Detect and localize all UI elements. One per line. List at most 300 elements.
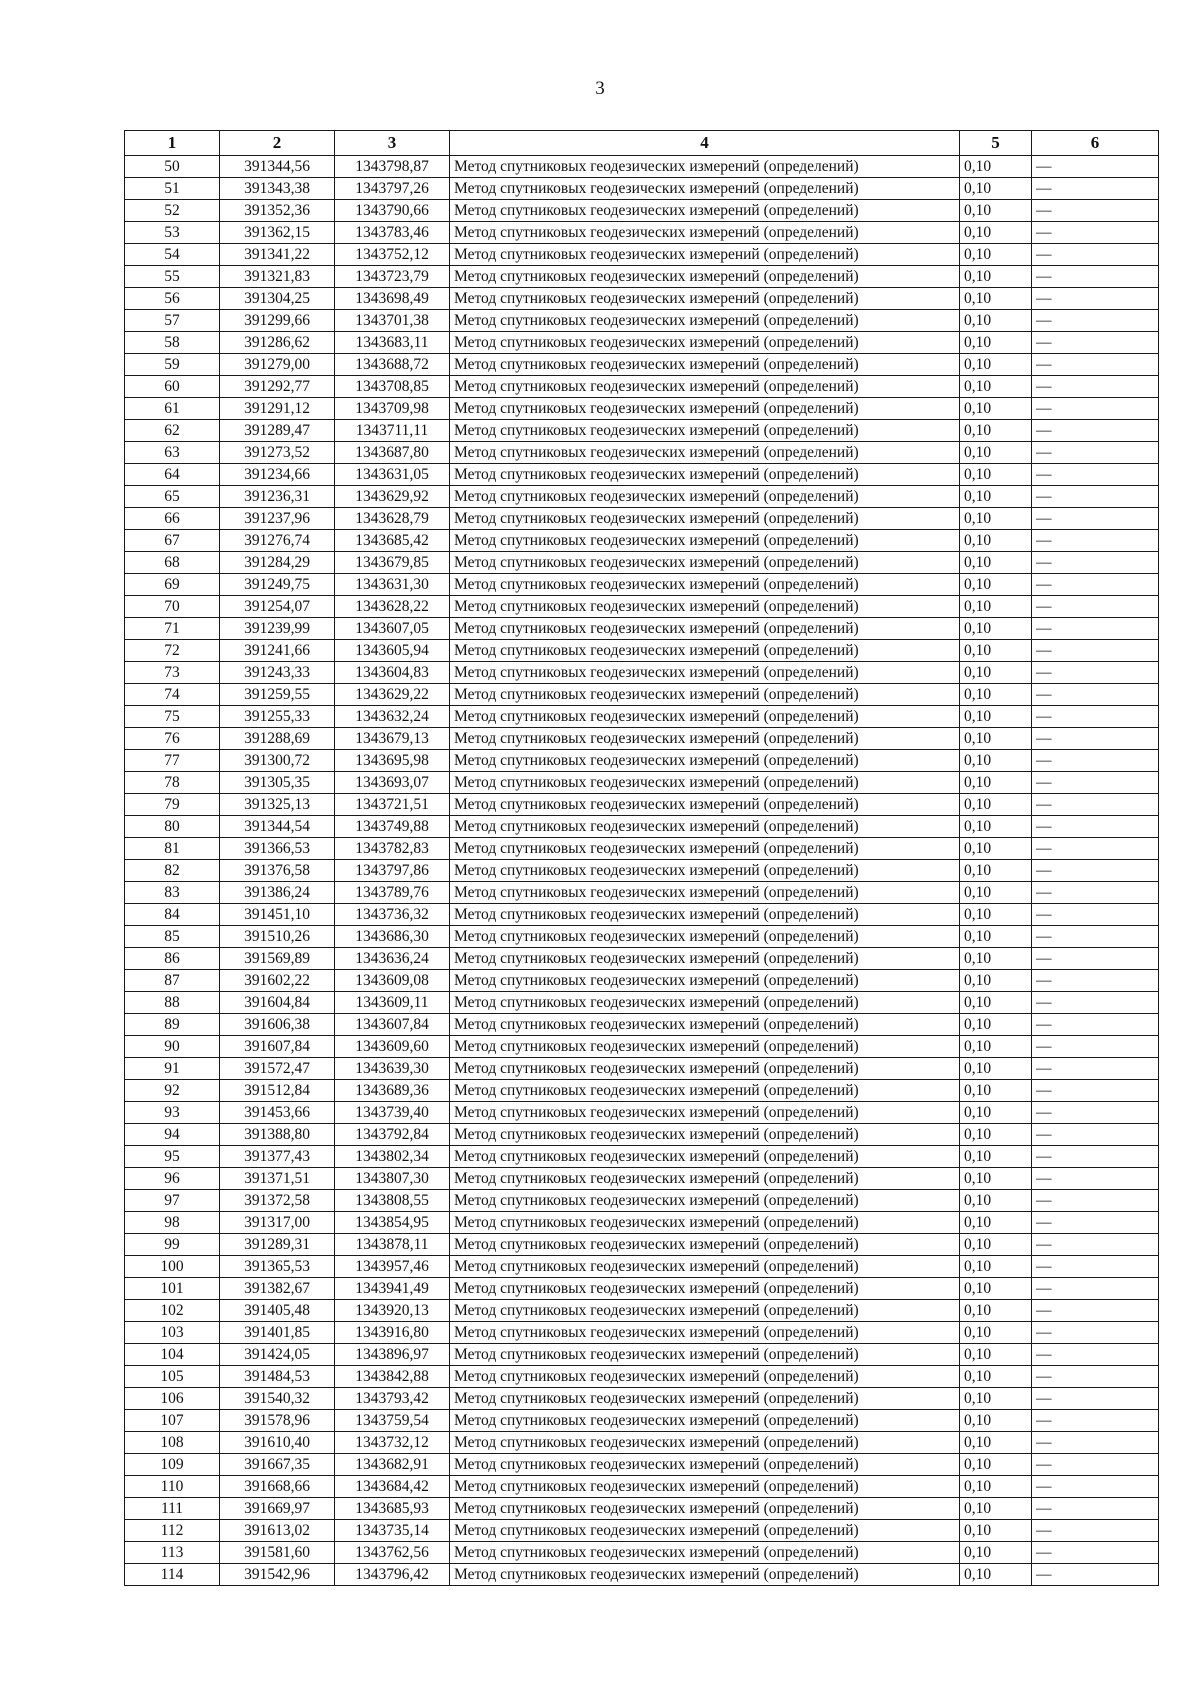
coordinate-x: 391288,69 (220, 728, 335, 750)
method-cell: Метод спутниковых геодезических измерений (определений) (450, 508, 960, 530)
table-row (125, 684, 1159, 706)
method-cell: Метод спутниковых геодезических измерений (определений) (450, 926, 960, 948)
coordinate-y: 1343685,93 (335, 1498, 450, 1520)
point-number: 73 (125, 662, 220, 684)
method-cell: Метод спутниковых геодезических измерений (определений) (450, 882, 960, 904)
accuracy-cell: 0,10 (960, 1256, 1032, 1278)
point-number: 54 (125, 244, 220, 266)
coordinate-x: 391610,40 (220, 1432, 335, 1454)
table-row (125, 1410, 1159, 1432)
point-number: 67 (125, 530, 220, 552)
note-cell: — (1032, 1234, 1159, 1256)
point-number: 78 (125, 772, 220, 794)
method-cell: Метод спутниковых геодезических измерений (определений) (450, 1278, 960, 1300)
note-cell: — (1032, 618, 1159, 640)
note-cell: — (1032, 1476, 1159, 1498)
table-row (125, 1366, 1159, 1388)
point-number: 79 (125, 794, 220, 816)
coordinate-x: 391607,84 (220, 1036, 335, 1058)
coordinate-y: 1343629,92 (335, 486, 450, 508)
point-number: 71 (125, 618, 220, 640)
note-cell: — (1032, 1300, 1159, 1322)
point-number: 82 (125, 860, 220, 882)
coordinate-y: 1343609,08 (335, 970, 450, 992)
table-row (125, 1300, 1159, 1322)
note-cell: — (1032, 596, 1159, 618)
accuracy-cell: 0,10 (960, 926, 1032, 948)
table-row (125, 508, 1159, 530)
accuracy-cell: 0,10 (960, 640, 1032, 662)
accuracy-cell: 0,10 (960, 1344, 1032, 1366)
table-row (125, 376, 1159, 398)
coordinate-y: 1343735,14 (335, 1520, 450, 1542)
method-cell: Метод спутниковых геодезических измерений (определений) (450, 1014, 960, 1036)
coordinate-y: 1343732,12 (335, 1432, 450, 1454)
note-cell: — (1032, 508, 1159, 530)
point-number: 50 (125, 156, 220, 178)
note-cell: — (1032, 1256, 1159, 1278)
note-cell: — (1032, 1344, 1159, 1366)
coordinate-y: 1343796,42 (335, 1564, 450, 1586)
coordinate-x: 391352,36 (220, 200, 335, 222)
point-number: 81 (125, 838, 220, 860)
accuracy-cell: 0,10 (960, 1234, 1032, 1256)
point-number: 64 (125, 464, 220, 486)
method-cell: Метод спутниковых геодезических измерений (определений) (450, 1520, 960, 1542)
coordinate-x: 391343,38 (220, 178, 335, 200)
coordinate-y: 1343607,84 (335, 1014, 450, 1036)
method-cell: Метод спутниковых геодезических измерений (определений) (450, 1300, 960, 1322)
coordinate-y: 1343701,38 (335, 310, 450, 332)
accuracy-cell: 0,10 (960, 574, 1032, 596)
accuracy-cell: 0,10 (960, 948, 1032, 970)
note-cell: — (1032, 1564, 1159, 1586)
note-cell: — (1032, 332, 1159, 354)
accuracy-cell: 0,10 (960, 1278, 1032, 1300)
coordinate-y: 1343683,11 (335, 332, 450, 354)
coordinate-x: 391341,22 (220, 244, 335, 266)
coordinate-y: 1343842,88 (335, 1366, 450, 1388)
table-row (125, 662, 1159, 684)
table-row (125, 1476, 1159, 1498)
table-row (125, 1542, 1159, 1564)
table-row (125, 1432, 1159, 1454)
point-number: 58 (125, 332, 220, 354)
table-row (125, 332, 1159, 354)
coordinate-y: 1343736,32 (335, 904, 450, 926)
coordinate-y: 1343957,46 (335, 1256, 450, 1278)
note-cell: — (1032, 398, 1159, 420)
method-cell: Метод спутниковых геодезических измерений (определений) (450, 1190, 960, 1212)
coordinate-y: 1343723,79 (335, 266, 450, 288)
method-cell: Метод спутниковых геодезических измерений (определений) (450, 970, 960, 992)
point-number: 83 (125, 882, 220, 904)
table-row (125, 552, 1159, 574)
header-col-4: 4 (450, 131, 960, 156)
table-row (125, 1564, 1159, 1586)
method-cell: Метод спутниковых геодезических измерений (определений) (450, 222, 960, 244)
point-number: 86 (125, 948, 220, 970)
table-row (125, 618, 1159, 640)
accuracy-cell: 0,10 (960, 684, 1032, 706)
method-cell: Метод спутниковых геодезических измерений (определений) (450, 574, 960, 596)
method-cell: Метод спутниковых геодезических измерений (определений) (450, 1388, 960, 1410)
accuracy-cell: 0,10 (960, 486, 1032, 508)
table-row (125, 1058, 1159, 1080)
table-row (125, 420, 1159, 442)
method-cell: Метод спутниковых геодезических измерений (определений) (450, 750, 960, 772)
table-row (125, 354, 1159, 376)
note-cell: — (1032, 1080, 1159, 1102)
coordinate-y: 1343695,98 (335, 750, 450, 772)
note-cell: — (1032, 530, 1159, 552)
table-row (125, 948, 1159, 970)
point-number: 75 (125, 706, 220, 728)
accuracy-cell: 0,10 (960, 970, 1032, 992)
point-number: 109 (125, 1454, 220, 1476)
coordinate-x: 391286,62 (220, 332, 335, 354)
point-number: 62 (125, 420, 220, 442)
note-cell: — (1032, 552, 1159, 574)
point-number: 76 (125, 728, 220, 750)
coordinate-y: 1343628,22 (335, 596, 450, 618)
accuracy-cell: 0,10 (960, 1124, 1032, 1146)
point-number: 84 (125, 904, 220, 926)
note-cell: — (1032, 1036, 1159, 1058)
coordinate-x: 391289,31 (220, 1234, 335, 1256)
page-number: 3 (595, 78, 605, 99)
accuracy-cell: 0,10 (960, 838, 1032, 860)
coordinate-x: 391321,83 (220, 266, 335, 288)
table-row (125, 926, 1159, 948)
accuracy-cell: 0,10 (960, 1080, 1032, 1102)
point-number: 59 (125, 354, 220, 376)
accuracy-cell: 0,10 (960, 618, 1032, 640)
accuracy-cell: 0,10 (960, 1520, 1032, 1542)
accuracy-cell: 0,10 (960, 1146, 1032, 1168)
point-number: 53 (125, 222, 220, 244)
coordinate-y: 1343631,05 (335, 464, 450, 486)
point-number: 55 (125, 266, 220, 288)
coordinate-y: 1343685,42 (335, 530, 450, 552)
point-number: 56 (125, 288, 220, 310)
coordinate-y: 1343689,36 (335, 1080, 450, 1102)
point-number: 61 (125, 398, 220, 420)
method-cell: Метод спутниковых геодезических измерений (определений) (450, 552, 960, 574)
method-cell: Метод спутниковых геодезических измерений (определений) (450, 1410, 960, 1432)
accuracy-cell: 0,10 (960, 332, 1032, 354)
method-cell: Метод спутниковых геодезических измерений (определений) (450, 662, 960, 684)
coordinate-x: 391606,38 (220, 1014, 335, 1036)
method-cell: Метод спутниковых геодезических измерений (определений) (450, 178, 960, 200)
method-cell: Метод спутниковых геодезических измерений (определений) (450, 288, 960, 310)
coordinate-y: 1343782,83 (335, 838, 450, 860)
coordinate-y: 1343708,85 (335, 376, 450, 398)
table-row (125, 1388, 1159, 1410)
coordinate-y: 1343789,76 (335, 882, 450, 904)
coordinate-y: 1343609,60 (335, 1036, 450, 1058)
method-cell: Метод спутниковых геодезических измерений (определений) (450, 464, 960, 486)
coordinate-x: 391284,29 (220, 552, 335, 574)
coordinate-x: 391451,10 (220, 904, 335, 926)
table-row (125, 728, 1159, 750)
table-row (125, 1168, 1159, 1190)
accuracy-cell: 0,10 (960, 750, 1032, 772)
coordinate-y: 1343793,42 (335, 1388, 450, 1410)
note-cell: — (1032, 992, 1159, 1014)
coordinate-x: 391292,77 (220, 376, 335, 398)
method-cell: Метод спутниковых геодезических измерений (определений) (450, 354, 960, 376)
coordinate-y: 1343711,11 (335, 420, 450, 442)
accuracy-cell: 0,10 (960, 420, 1032, 442)
coordinate-x: 391236,31 (220, 486, 335, 508)
table-row (125, 530, 1159, 552)
coordinate-x: 391382,67 (220, 1278, 335, 1300)
accuracy-cell: 0,10 (960, 596, 1032, 618)
coordinate-y: 1343679,13 (335, 728, 450, 750)
note-cell: — (1032, 1432, 1159, 1454)
coordinate-x: 391542,96 (220, 1564, 335, 1586)
coordinate-x: 391344,54 (220, 816, 335, 838)
coordinate-x: 391304,25 (220, 288, 335, 310)
table-row (125, 970, 1159, 992)
method-cell: Метод спутниковых геодезических измерений (определений) (450, 530, 960, 552)
coordinate-x: 391510,26 (220, 926, 335, 948)
coordinate-x: 391365,53 (220, 1256, 335, 1278)
accuracy-cell: 0,10 (960, 1410, 1032, 1432)
table-row (125, 596, 1159, 618)
accuracy-cell: 0,10 (960, 508, 1032, 530)
note-cell: — (1032, 1190, 1159, 1212)
coordinate-y: 1343797,26 (335, 178, 450, 200)
table-row (125, 486, 1159, 508)
coordinate-x: 391289,47 (220, 420, 335, 442)
table-row (125, 244, 1159, 266)
note-cell: — (1032, 640, 1159, 662)
point-number: 72 (125, 640, 220, 662)
table-row (125, 816, 1159, 838)
method-cell: Метод спутниковых геодезических измерений (определений) (450, 1322, 960, 1344)
method-cell: Метод спутниковых геодезических измерений (определений) (450, 838, 960, 860)
note-cell: — (1032, 794, 1159, 816)
method-cell: Метод спутниковых геодезических измерений (определений) (450, 1124, 960, 1146)
note-cell: — (1032, 1058, 1159, 1080)
point-number: 51 (125, 178, 220, 200)
point-number: 108 (125, 1432, 220, 1454)
accuracy-cell: 0,10 (960, 464, 1032, 486)
accuracy-cell: 0,10 (960, 398, 1032, 420)
coordinate-x: 391386,24 (220, 882, 335, 904)
note-cell: — (1032, 244, 1159, 266)
coordinate-x: 391254,07 (220, 596, 335, 618)
coordinate-y: 1343686,30 (335, 926, 450, 948)
table-row (125, 574, 1159, 596)
table-row (125, 310, 1159, 332)
table-body (125, 156, 1159, 1586)
point-number: 70 (125, 596, 220, 618)
header-col-1: 1 (125, 131, 220, 156)
table-row (125, 1256, 1159, 1278)
accuracy-cell: 0,10 (960, 530, 1032, 552)
coordinate-y: 1343798,87 (335, 156, 450, 178)
accuracy-cell: 0,10 (960, 1300, 1032, 1322)
coordinate-y: 1343639,30 (335, 1058, 450, 1080)
accuracy-cell: 0,10 (960, 288, 1032, 310)
coordinate-x: 391669,97 (220, 1498, 335, 1520)
note-cell: — (1032, 464, 1159, 486)
point-number: 88 (125, 992, 220, 1014)
coordinate-y: 1343693,07 (335, 772, 450, 794)
coordinate-y: 1343682,91 (335, 1454, 450, 1476)
accuracy-cell: 0,10 (960, 860, 1032, 882)
table-row (125, 1036, 1159, 1058)
coordinate-y: 1343854,95 (335, 1212, 450, 1234)
note-cell: — (1032, 926, 1159, 948)
accuracy-cell: 0,10 (960, 310, 1032, 332)
point-number: 77 (125, 750, 220, 772)
coordinate-x: 391484,53 (220, 1366, 335, 1388)
accuracy-cell: 0,10 (960, 1388, 1032, 1410)
method-cell: Метод спутниковых геодезических измерений (определений) (450, 398, 960, 420)
coordinate-y: 1343896,97 (335, 1344, 450, 1366)
coordinate-x: 391291,12 (220, 398, 335, 420)
coordinate-x: 391325,13 (220, 794, 335, 816)
point-number: 100 (125, 1256, 220, 1278)
method-cell: Метод спутниковых геодезических измерений (определений) (450, 1256, 960, 1278)
method-cell: Метод спутниковых геодезических измерений (определений) (450, 596, 960, 618)
coordinates-table (124, 130, 1159, 1586)
table-row (125, 838, 1159, 860)
coordinate-x: 391540,32 (220, 1388, 335, 1410)
coordinate-y: 1343688,72 (335, 354, 450, 376)
note-cell: — (1032, 772, 1159, 794)
coordinate-x: 391512,84 (220, 1080, 335, 1102)
point-number: 90 (125, 1036, 220, 1058)
point-number: 98 (125, 1212, 220, 1234)
note-cell: — (1032, 1542, 1159, 1564)
method-cell: Метод спутниковых геодезических измерений (определений) (450, 244, 960, 266)
coordinate-y: 1343808,55 (335, 1190, 450, 1212)
method-cell: Метод спутниковых геодезических измерений (определений) (450, 1234, 960, 1256)
accuracy-cell: 0,10 (960, 1432, 1032, 1454)
table-row (125, 794, 1159, 816)
coordinate-y: 1343636,24 (335, 948, 450, 970)
accuracy-cell: 0,10 (960, 1168, 1032, 1190)
method-cell: Метод спутниковых геодезических измерений (определений) (450, 1168, 960, 1190)
note-cell: — (1032, 442, 1159, 464)
note-cell: — (1032, 970, 1159, 992)
coordinate-y: 1343790,66 (335, 200, 450, 222)
coordinate-y: 1343762,56 (335, 1542, 450, 1564)
note-cell: — (1032, 1102, 1159, 1124)
point-number: 94 (125, 1124, 220, 1146)
point-number: 113 (125, 1542, 220, 1564)
coordinate-x: 391234,66 (220, 464, 335, 486)
accuracy-cell: 0,10 (960, 552, 1032, 574)
coordinate-x: 391237,96 (220, 508, 335, 530)
accuracy-cell: 0,10 (960, 354, 1032, 376)
point-number: 87 (125, 970, 220, 992)
accuracy-cell: 0,10 (960, 816, 1032, 838)
coordinate-y: 1343605,94 (335, 640, 450, 662)
method-cell: Метод спутниковых геодезических измерений (определений) (450, 376, 960, 398)
accuracy-cell: 0,10 (960, 244, 1032, 266)
table-row (125, 1080, 1159, 1102)
table-row (125, 464, 1159, 486)
table-header (125, 131, 1159, 156)
accuracy-cell: 0,10 (960, 904, 1032, 926)
coordinate-x: 391255,33 (220, 706, 335, 728)
method-cell: Метод спутниковых геодезических измерений (определений) (450, 684, 960, 706)
method-cell: Метод спутниковых геодезических измерений (определений) (450, 1036, 960, 1058)
accuracy-cell: 0,10 (960, 1212, 1032, 1234)
accuracy-cell: 0,10 (960, 222, 1032, 244)
accuracy-cell: 0,10 (960, 200, 1032, 222)
note-cell: — (1032, 1388, 1159, 1410)
coordinate-y: 1343807,30 (335, 1168, 450, 1190)
coordinate-x: 391276,74 (220, 530, 335, 552)
method-cell: Метод спутниковых геодезических измерений (определений) (450, 310, 960, 332)
table-row (125, 1190, 1159, 1212)
method-cell: Метод спутниковых геодезических измерений (определений) (450, 794, 960, 816)
coordinate-x: 391317,00 (220, 1212, 335, 1234)
coordinate-y: 1343604,83 (335, 662, 450, 684)
point-number: 66 (125, 508, 220, 530)
coordinate-y: 1343687,80 (335, 442, 450, 464)
table-row (125, 1278, 1159, 1300)
point-number: 103 (125, 1322, 220, 1344)
table-row (125, 992, 1159, 1014)
point-number: 92 (125, 1080, 220, 1102)
table-row (125, 442, 1159, 464)
accuracy-cell: 0,10 (960, 1036, 1032, 1058)
coordinate-y: 1343721,51 (335, 794, 450, 816)
method-cell: Метод спутниковых геодезических измерений (определений) (450, 992, 960, 1014)
note-cell: — (1032, 288, 1159, 310)
coordinate-x: 391362,15 (220, 222, 335, 244)
note-cell: — (1032, 1278, 1159, 1300)
table-row (125, 200, 1159, 222)
coordinate-x: 391424,05 (220, 1344, 335, 1366)
accuracy-cell: 0,10 (960, 1498, 1032, 1520)
point-number: 52 (125, 200, 220, 222)
point-number: 74 (125, 684, 220, 706)
point-number: 80 (125, 816, 220, 838)
coordinate-x: 391279,00 (220, 354, 335, 376)
method-cell: Метод спутниковых геодезических измерений (определений) (450, 1498, 960, 1520)
coordinate-x: 391377,43 (220, 1146, 335, 1168)
point-number: 57 (125, 310, 220, 332)
coordinate-y: 1343797,86 (335, 860, 450, 882)
accuracy-cell: 0,10 (960, 1366, 1032, 1388)
accuracy-cell: 0,10 (960, 728, 1032, 750)
header-col-2: 2 (220, 131, 335, 156)
method-cell: Метод спутниковых геодезических измерений (определений) (450, 442, 960, 464)
table-row (125, 860, 1159, 882)
point-number: 91 (125, 1058, 220, 1080)
note-cell: — (1032, 1124, 1159, 1146)
method-cell: Метод спутниковых геодезических измерений (определений) (450, 1454, 960, 1476)
note-cell: — (1032, 156, 1159, 178)
accuracy-cell: 0,10 (960, 1102, 1032, 1124)
point-number: 60 (125, 376, 220, 398)
point-number: 89 (125, 1014, 220, 1036)
method-cell: Метод спутниковых геодезических измерений (определений) (450, 156, 960, 178)
accuracy-cell: 0,10 (960, 1564, 1032, 1586)
coordinate-x: 391305,35 (220, 772, 335, 794)
accuracy-cell: 0,10 (960, 1454, 1032, 1476)
note-cell: — (1032, 662, 1159, 684)
